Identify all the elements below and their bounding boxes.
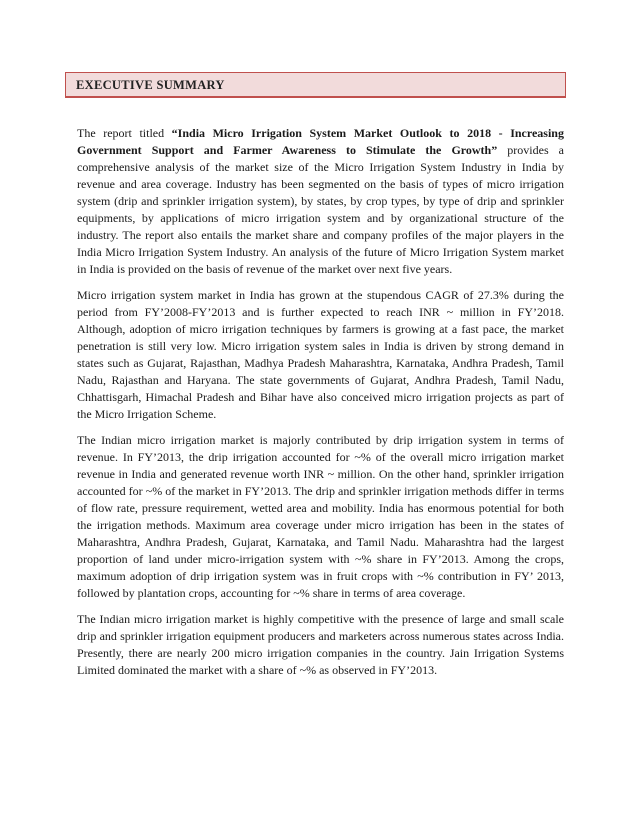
paragraph-body-text: provides a comprehensive analysis of the market size of the Micro Irrigation System Industry in India by revenue and area coverage. Industry has been segmented on the basis of types of micro irrigation system (drip and sprinkler irrigation system), by states, by crop types, by type of drip and sprinkler equipments, by applications of micro irrigation system and by organizational structure of the industry. The report also entails the market share and company profiles of the major players in the India Micro Irrigation System Industry. An analysis of the future of Micro Irrigation System market in India is provided on the basis of revenue of the market over next five years.	[77, 143, 565, 276]
document-body	[77, 125, 564, 688]
paragraph-drip-irrigation: The Indian micro irrigation market is majorly contributed by drip irrigation system in terms of revenue. In FY’2013, the drip irrigation accounted for ~% of the overall micro irrigation market revenue in India and generated revenue worth INR ~ million. On the other hand, sprinkler irrigation accounted for ~% of the market in FY’2013. The drip and sprinkler irrigation methods differ in terms of flow rate, pressure requirement, wetted area and mobility. India has enormous potential for both the irrigation methods. Maximum area coverage under micro irrigation has been in the states of Maharashtra, Andhra Pradesh, Gujarat, Karnataka, and Tamil Nadu. Maharashtra had the largest proportion of land under micro-irrigation system with ~% share in FY’2013. Among the crops, maximum adoption of drip irrigation system was in fruit crops with ~% contribution in FY’ 2013, followed by plantation crops, accounting for ~% share in terms of area coverage.	[77, 433, 564, 600]
paragraph-lead-text: The report titled	[77, 126, 172, 140]
paragraph-market-growth: Micro irrigation system market in India has grown at the stupendous CAGR of 27.3% during the period from FY’2008-FY’2013 and is further expected to reach INR ~ million in FY’2018. Although, adoption of micro irrigation techniques by farmers is growing at a fast pace, the market penetration is still very low. Micro irrigation system sales in India is driven by strong demand in states such as Gujarat, Rajasthan, Madhya Pradesh Maharashtra, Karnataka, Andhra Pradesh, Tamil Nadu, Rajasthan and Haryana. The state governments of Gujarat, Andhra Pradesh, Tamil Nadu, Chhattisgarh, Himachal Pradesh and Bihar have also conceived micro irrigation projects as part of the Micro Irrigation Scheme.	[77, 288, 564, 421]
paragraph-report-overview	[77, 125, 564, 278]
report-title: “India Micro Irrigation System Market Outlook to 2018 - Increasing Government Support and Farmer Awareness to Stimulate the Growth”	[77, 126, 564, 157]
paragraph-competition: The Indian micro irrigation market is highly competitive with the presence of large and small scale drip and sprinkler irrigation equipment producers and marketers across numerous states across India. Presently, there are nearly 200 micro irrigation companies in the country. Jain Irrigation Systems Limited dominated the market with a share of ~% as observed in FY’2013.	[77, 612, 564, 677]
section-title: EXECUTIVE SUMMARY	[76, 78, 225, 92]
section-header	[65, 72, 566, 98]
